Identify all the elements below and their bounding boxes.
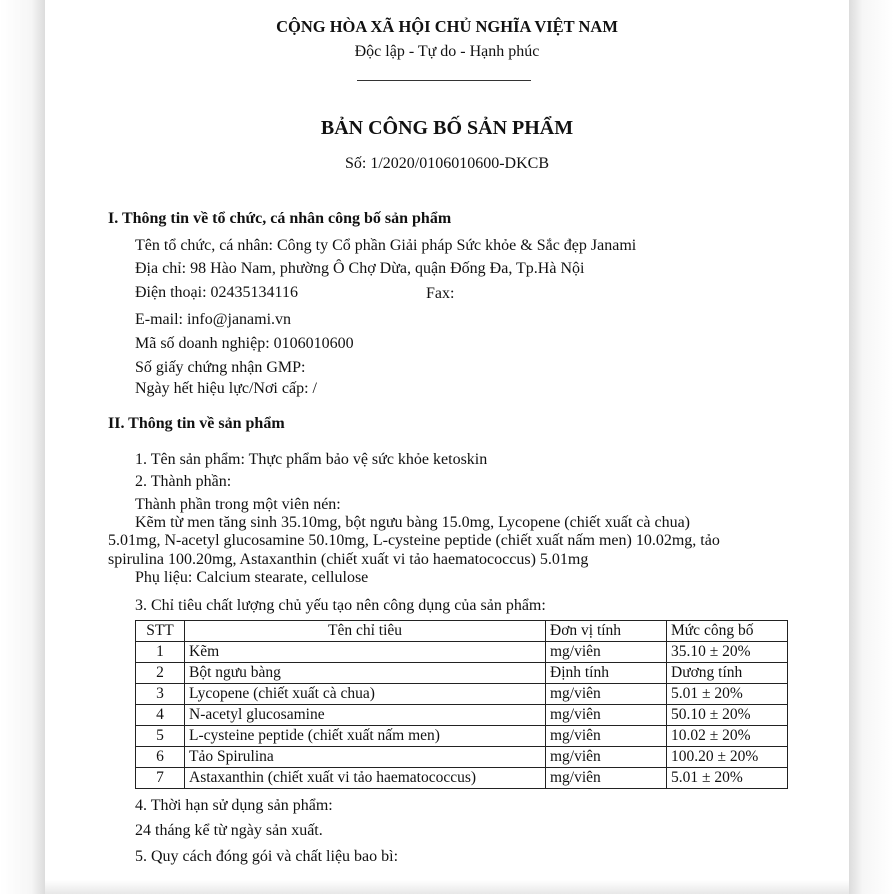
ingredients-intro: Thành phần trong một viên nén: [135,496,341,513]
header-unit: Đơn vị tính [546,621,667,642]
org-email: E-mail: info@janami.vn [135,311,292,328]
ingredients-line: 5.01mg, N-acetyl glucosamine 50.10mg, L-cysteine peptide (chiết xuất nấm men) 10.02mg, tảo [108,532,720,549]
cell-unit: mg/viên [546,642,667,663]
country-header: CỘNG HÒA XÃ HỘI CHỦ NGHĨA VIỆT NAM [276,17,618,36]
cell-criterion: Kẽm [185,642,546,663]
cell-level: 35.10 ± 20% [667,642,788,663]
table-row [136,705,788,726]
packaging-heading: 5. Quy cách đóng gói và chất liệu bao bì: [135,848,399,865]
cell-criterion: L-cysteine peptide (chiết xuất nấm men) [185,726,546,747]
table-row [136,642,788,663]
ingredients-line: Kẽm từ men tăng sinh 35.10mg, bột ngưu bàng 15.0mg, Lycopene (chiết xuất cà chua) [135,514,690,531]
header-declared-level: Mức công bố [667,621,788,642]
table-row [136,747,788,768]
table-row [136,684,788,705]
cell-criterion: N-acetyl glucosamine [185,705,546,726]
document-number: Số: 1/2020/0106010600-DKCB [344,155,549,172]
cell-level: 50.10 ± 20% [667,705,788,726]
cell-criterion: Astaxanthin (chiết xuất vi tảo haematococcus) [185,768,546,789]
document-title: BẢN CÔNG BỐ SẢN PHẨM [320,117,574,139]
header-criterion: Tên chỉ tiêu [185,621,546,642]
cell-level: Dương tính [667,663,788,684]
shelf-life: 24 tháng kể từ ngày sản xuất. [135,822,323,839]
cell-criterion: Tảo Spirulina [185,747,546,768]
cell-unit: mg/viên [546,726,667,747]
org-address: Địa chỉ: 98 Hào Nam, phường Ô Chợ Dừa, quận Đống Đa, Tp.Hà Nội [135,260,585,277]
cell-level: 100.20 ± 20% [667,747,788,768]
cell-stt: 7 [136,768,185,789]
cell-unit: mg/viên [546,705,667,726]
cell-stt: 2 [136,663,185,684]
org-fax: Fax: [426,285,455,302]
cell-unit: Định tính [546,663,667,684]
header-stt: STT [136,621,185,642]
excipients: Phụ liệu: Calcium stearate, cellulose [135,569,369,586]
table-row [136,768,788,789]
section1-heading: I. Thông tin về tổ chức, cá nhân công bố sản phẩm [108,210,452,227]
cell-unit: mg/viên [546,747,667,768]
section2-heading: II. Thông tin về sản phẩm [108,415,285,432]
shelf-life-heading: 4. Thời hạn sử dụng sản phẩm: [135,797,333,814]
ingredients-line: spirulina 100.20mg, Astaxanthin (chiết xuất vi tảo haematococcus) 5.01mg [108,551,589,568]
org-tax-code: Mã số doanh nghiệp: 0106010600 [135,335,354,352]
cell-level: 5.01 ± 20% [667,768,788,789]
cell-unit: mg/viên [546,684,667,705]
org-gmp: Số giấy chứng nhận GMP: [135,359,306,376]
quality-table [135,620,788,789]
table-row [136,726,788,747]
product-name: 1. Tên sản phẩm: Thực phẩm bảo vệ sức khỏe ketoskin [135,451,488,468]
cell-stt: 4 [136,705,185,726]
cell-stt: 3 [136,684,185,705]
page-bottom-edge [45,880,849,894]
cell-criterion: Bột ngưu bàng [185,663,546,684]
cell-level: 5.01 ± 20% [667,684,788,705]
cell-level: 10.02 ± 20% [667,726,788,747]
cell-stt: 6 [136,747,185,768]
cell-unit: mg/viên [546,768,667,789]
cell-criterion: Lycopene (chiết xuất cà chua) [185,684,546,705]
org-expiry: Ngày hết hiệu lực/Nơi cấp: / [135,380,317,397]
ingredients-label: 2. Thành phần: [135,473,232,490]
cell-stt: 5 [136,726,185,747]
table-row [136,663,788,684]
table-header-row [136,621,788,642]
org-name: Tên tổ chức, cá nhân: Công ty Cổ phần Giải pháp Sức khỏe & Sắc đẹp Janami [135,237,637,254]
cell-stt: 1 [136,642,185,663]
quality-heading: 3. Chỉ tiêu chất lượng chủ yếu tạo nên công dụng của sản phẩm: [135,597,546,614]
org-phone: Điện thoại: 02435134116 [135,284,298,301]
header-underline [357,80,531,81]
motto: Độc lập - Tự do - Hạnh phúc [354,43,540,60]
